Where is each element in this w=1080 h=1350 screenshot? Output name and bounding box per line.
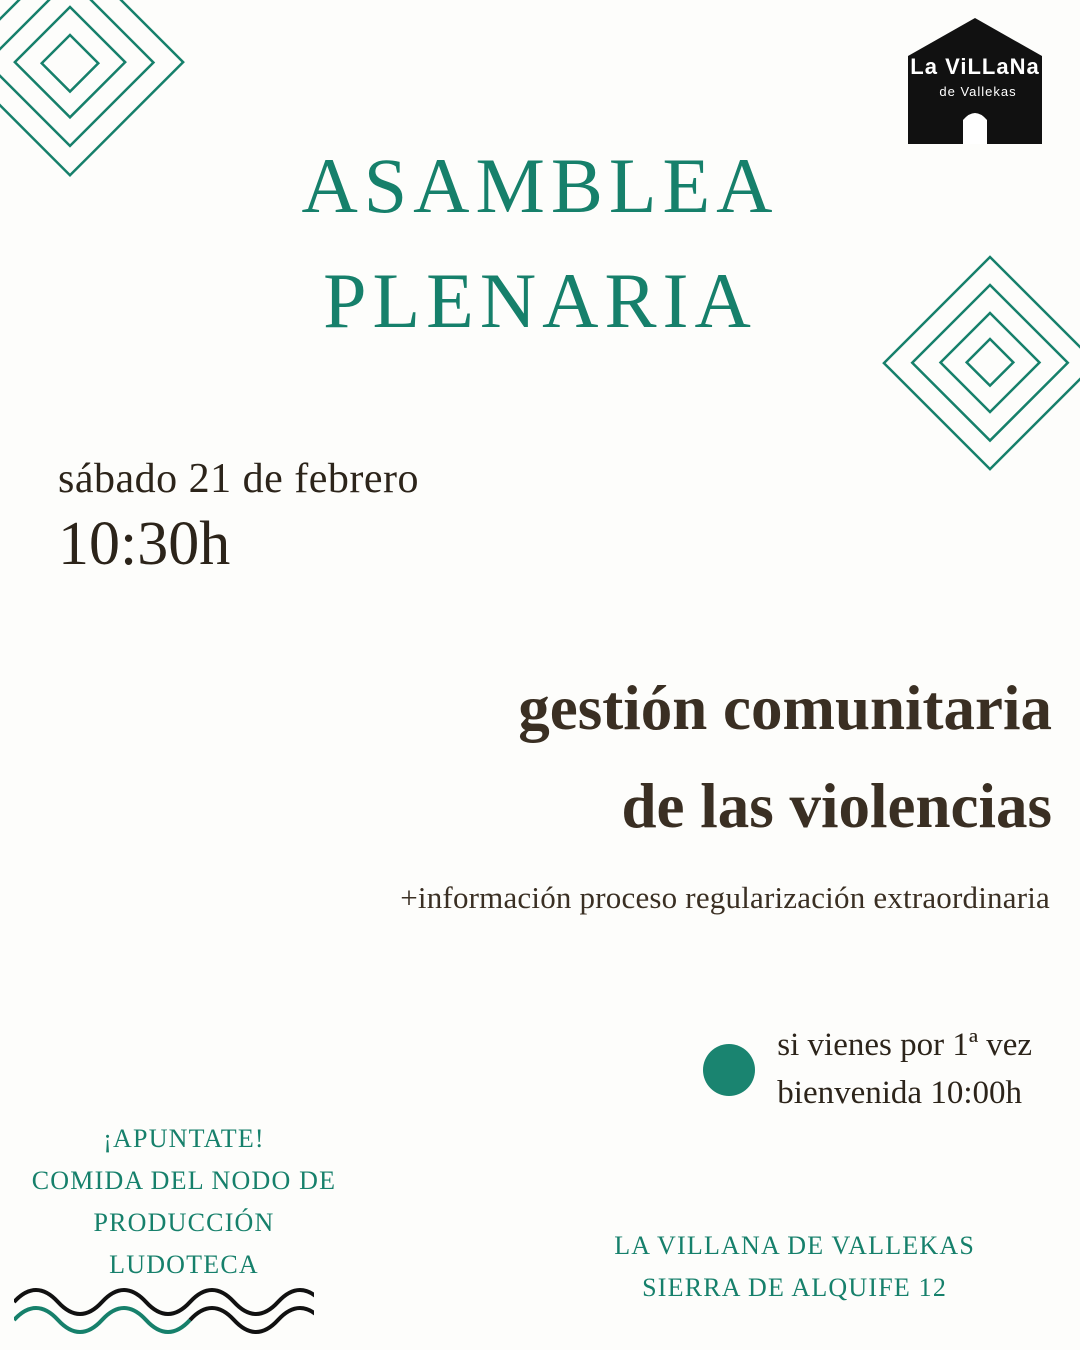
- signup-info-line3: PRODUCCIÓN: [93, 1208, 275, 1238]
- page-title: [0, 128, 1080, 359]
- page-title-line2: PLENARIA: [323, 257, 757, 345]
- event-datetime: [58, 455, 419, 582]
- event-time: 10:30h: [58, 510, 231, 579]
- logo-name-line2: de Vallekas: [939, 84, 1017, 99]
- venue-address: [614, 1225, 975, 1309]
- event-topic-line1: gestión comunitaria: [518, 673, 1052, 743]
- page-title-line1: ASAMBLEA: [301, 142, 779, 229]
- signup-info-line1: ¡APUNTATE!: [103, 1124, 265, 1153]
- event-date: sábado 21 de febrero: [58, 456, 420, 502]
- venue-street: SIERRA DE ALQUIFE 12: [642, 1273, 948, 1303]
- event-subtopic: +información proceso regularización extraordinaria: [400, 880, 1050, 915]
- event-topic-line2: de las violencias: [621, 770, 1052, 841]
- venue-name: LA VILLANA DE VALLEKAS: [614, 1231, 975, 1260]
- logo-name-line1: La ViLLaNa: [910, 54, 1040, 79]
- signup-info: [14, 1118, 354, 1286]
- wave-decoration-icon: [14, 1280, 314, 1342]
- welcome-note-line1: si vienes por 1ª vez: [777, 1027, 1032, 1063]
- event-topic: [192, 660, 1052, 855]
- signup-info-line4: LUDOTECA: [109, 1250, 259, 1280]
- bullet-dot-icon: [703, 1044, 755, 1096]
- welcome-note-line2: bienvenida 10:00h: [777, 1074, 1022, 1111]
- signup-info-line2: COMIDA DEL NODO DE: [31, 1166, 337, 1196]
- welcome-note: [703, 1022, 1032, 1118]
